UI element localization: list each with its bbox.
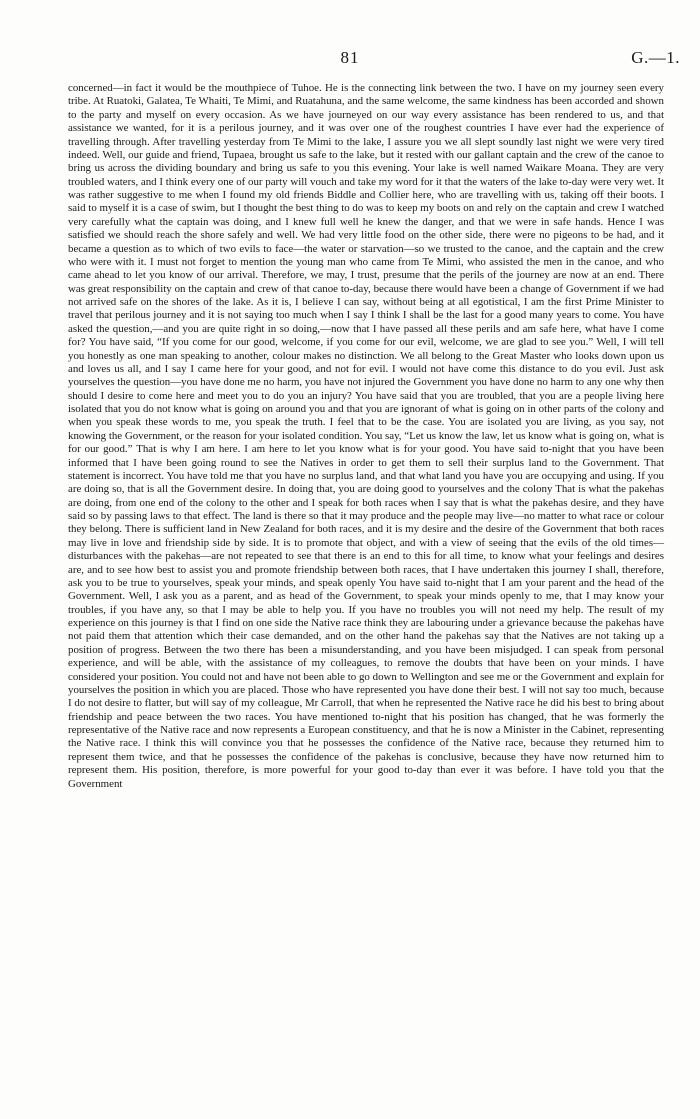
page-header: [0, 48, 700, 72]
document-id: G.—1.: [631, 48, 680, 67]
body-text: [68, 82, 664, 791]
page-number: 81: [340, 48, 360, 67]
body-paragraph: concerned—in fact it would be the mouthpiece of Tuhoe. He is the connecting link between the two. I have on my journey seen every tribe. At Ruatoki, Galatea, Te Whaiti, Te Mimi, and Ruatahuna, and the same welcome, the same kindness has been accorded and shown to the party and myself on every occasion. As we have journeyed on our way every assistance has been rendered to us, and that assistance we wanted, for it is a perilous journey, and it was over one of the roughest countries I have ever had the experience of travelling through. After travelling yesterday from Te Mimi to the lake, I assure you we all slept soundly last night we were very tired indeed. Well, our guide and friend, Tupaea, brought us safe to the lake, but it rested with our gallant captain and the crew of the canoe to bring us across the dividing boundary and bring us safe to you this evening. Your lake is well named Waikare Moana. They are very troubled waters, and I think every one of our party will vouch and take my word for it that the waters of the lake to-day were very wet. It was rather suggestive to me when I found my old friends Biddle and Collier here, who are travelling with us, taking off their boots. I said to myself it is a case of swim, but I thought the best thing to do was to keep my boots on and rely on the captain and crew I watched very carefully what the captain was doing, and I knew full well he knew the danger, and that we were in safe hands. Hence I was satisfied we should reach the shore safely and well. We had very little food on the other side, there were no pigeons to be had, and it became a question as to which of two evils to face—the water or starvation—so we trusted to the canoe, and the captain and the crew who were with it. I must not forget to mention the young man who came from Te Mimi, who assisted the men in the canoe, and who came ahead to let you know of our arrival. Therefore, we may, I trust, presume that the perils of the journey are now at an end. There was great responsibility on the captain and crew of that canoe to-day, because there would have been a change of Government if we had not arrived safe on the shores of the lake. As it is, I believe I can say, without being at all egotistical, I am the first Prime Minister to travel that perilous journey and it is not saying too much when I say I think I shall be the last for a good many years to come. You have asked the question,—and you are quite right in so doing,—now that I have passed all these perils and am safe here, what have I come for? You have said, “If you come for our good, welcome, if you come for our evil, welcome, we are glad to see you.” Well, I will tell you honestly as one man speaking to another, colour makes no distinction. We all belong to the Great Master who looks down upon us and loves us all, and I say I came here for your good, and not for evil. I would not have come this distance to do you evil. Just ask yourselves the question—you have done me no harm, you have not injured the Government you have done no harm to any one why then should I desire to come here and meet you to do you an injury? You have said that you are troubled, that you are a people living here isolated that you do not know what is going on around you and that you are ignorant of what is going on in other parts of the colony and when you speak these words to me, you speak the truth. I feel that to be the case. You are isolated you are living, as you say, not knowing the Government, or the reason for your isolated condition. You say, “Let us know the law, let us know what is going on, what is for our good.” That is why I am here. I am here to let you know what is for your good. You have said to-night that you have been informed that I have been going round to see the Natives in order to get them to sell their surplus land to the Government. That statement is incorrect. You have told me that you have no surplus land, and that what land you have you are occupying and using. If you are doing so, that is all the Government desire. In doing that, you are doing good to yourselves and the colony That is what the pakehas are doing, from one end of the colony to the other and I speak for both races when I say that is what the pakehas desire, and they have said so by passing laws to that effect. The land is there so that it may produce and the people may live—no matter to what race or colour they belong. There is sufficient land in New Zealand for both races, and it is my desire and the desire of the Government that both races may live in love and friendship side by side. It is to promote that object, and with a view of seeing that the evils of the old times—disturbances with the pakehas—are not repeated to see that there is an end to this for all time, to know what your feelings and desires are, and to see how best to assist you and promote friendship between both races, that I have undertaken this journey I shall, therefore, ask you to be true to yourselves, speak your minds, and speak openly You have said to-night that I am your parent and the head of the Government. Well, I ask you as a parent, and as head of the Government, to speak your minds openly to me, that I may know your troubles, if you have any, so that I may be able to help you. If you have no troubles you will not need my help. The result of my experience on this journey is that I find on one side the Native race think they are labouring under a grievance because the pakehas have not paid them that attention which their case demanded, and on the other hand the pakehas say that the Natives are not taking up a position of progress. Between the two there has been a misunderstanding, and you have been misjudged. I can speak from personal experience, and will be able, with the assistance of my colleagues, to remove the doubts that have been on your minds. I have considered your position. You could not and have not been able to go down to Wellington and see me or the Government and explain for yourselves the position in which you are placed. Those who have represented you have done their best. I will not say too much, because I do not desire to flatter, but will say of my colleague, Mr Carroll, that when he represented the Native race he did his best to bring about friendship and peace between the two races. You have mentioned to-night that his position has changed, that he was formerly the representative of the Native race and now represents a European constituency, and that he is now a Minister in the Cabinet, representing the Native race. I think this will convince you that he possesses the confidence of the Native race, because they returned him to represent them twice, and that he possesses the confidence of the pakehas is conclusive, because they have now returned him to represent them. His position, therefore, is more powerful for your good to-day than ever it was before. I have told you that the Government: [68, 82, 664, 790]
